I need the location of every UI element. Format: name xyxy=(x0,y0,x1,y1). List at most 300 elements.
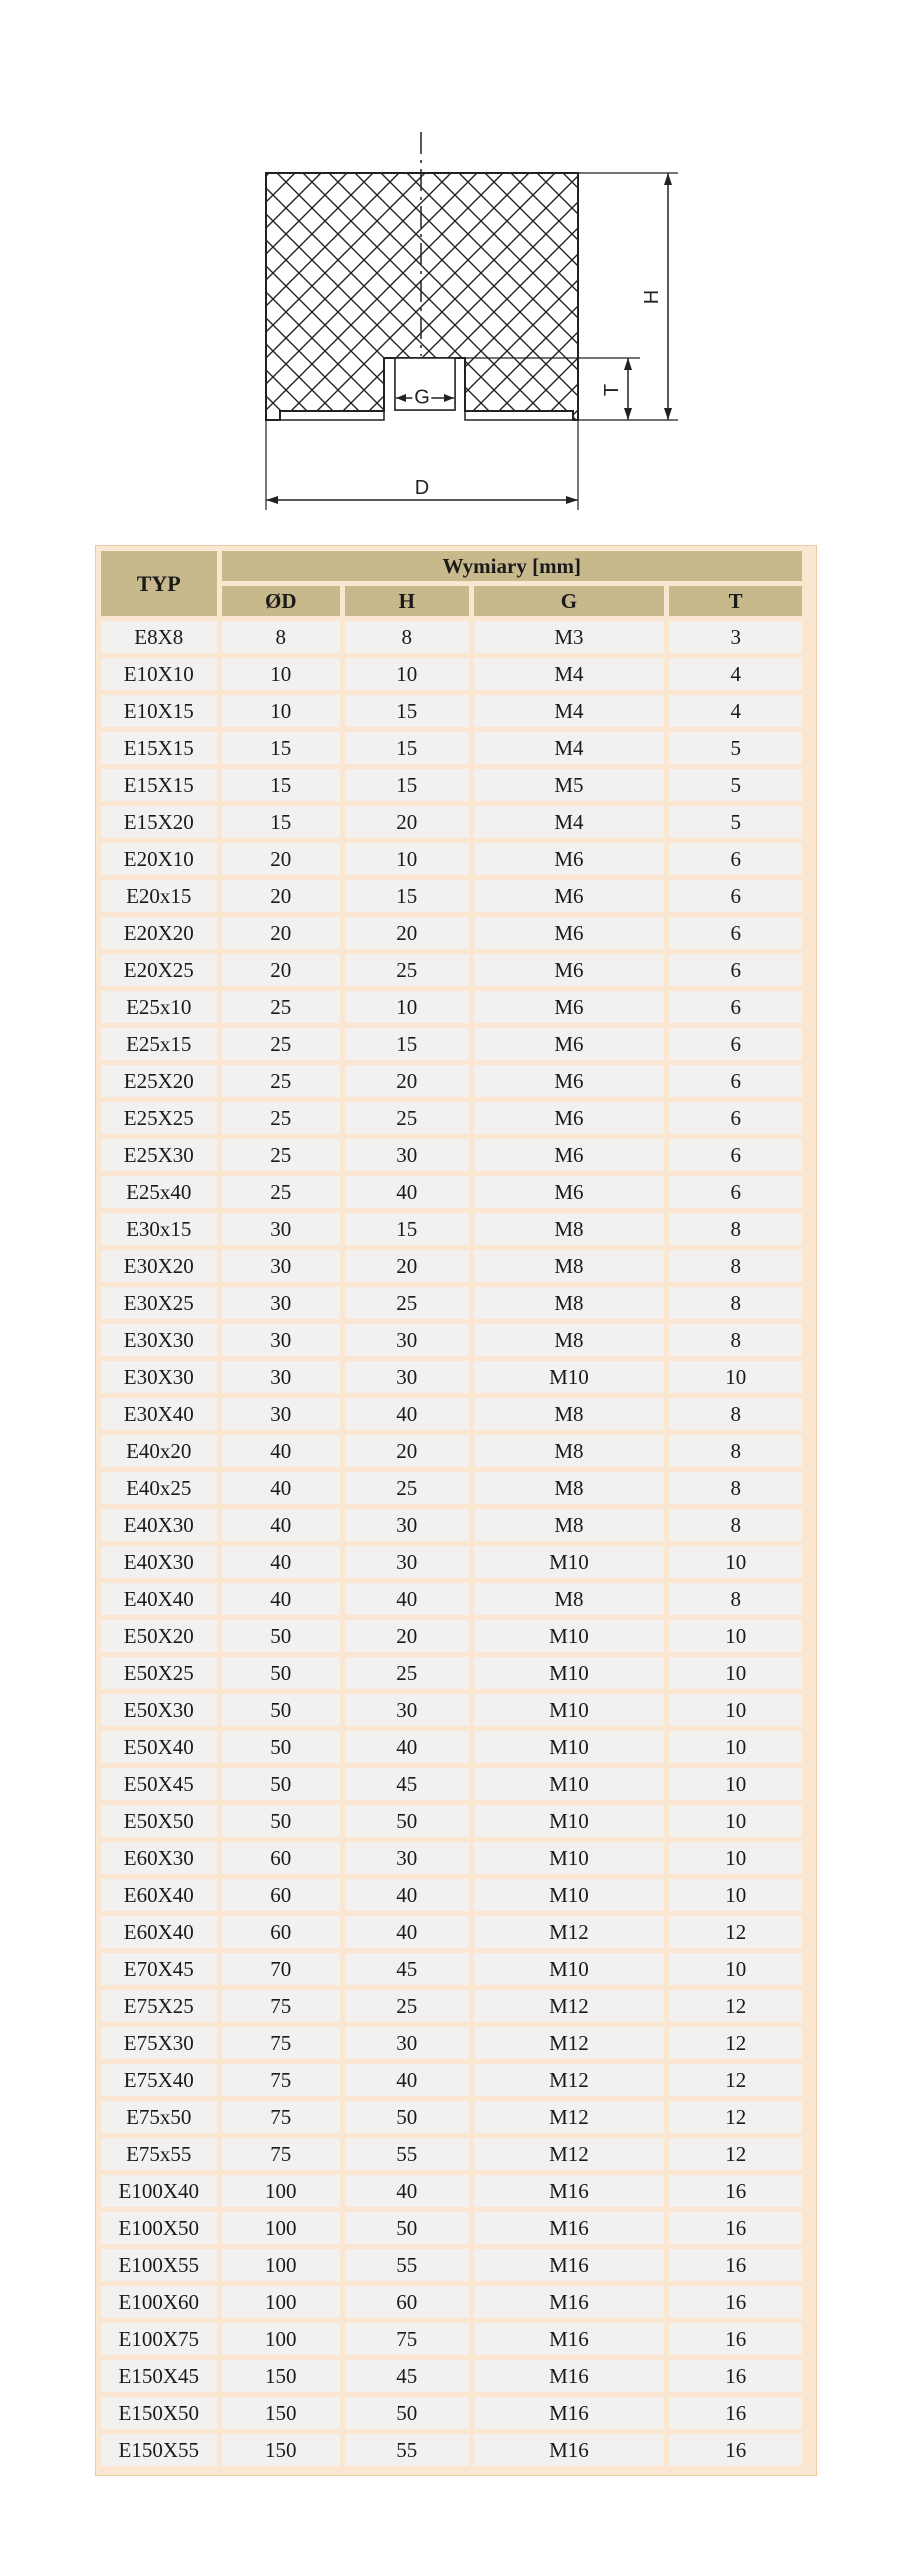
cell-typ: E30X25 xyxy=(101,1287,217,1319)
cell-thread: M6 xyxy=(474,1028,665,1060)
table-row xyxy=(101,1435,802,1467)
cell-typ: E20X20 xyxy=(101,917,217,949)
cell-height: 40 xyxy=(345,1916,469,1948)
cell-diameter: 150 xyxy=(222,2360,341,2392)
cell-diameter: 60 xyxy=(222,1916,341,1948)
cell-thread: M10 xyxy=(474,1879,665,1911)
cell-thread-depth: 6 xyxy=(669,1176,802,1208)
cell-diameter: 100 xyxy=(222,2212,341,2244)
table-row xyxy=(101,954,802,986)
cell-height: 20 xyxy=(345,1065,469,1097)
table-row xyxy=(101,1731,802,1763)
cell-diameter: 20 xyxy=(222,843,341,875)
table-row xyxy=(101,2175,802,2207)
cell-diameter: 10 xyxy=(222,695,341,727)
cell-height: 20 xyxy=(345,1620,469,1652)
cell-thread-depth: 6 xyxy=(669,954,802,986)
table-row xyxy=(101,1657,802,1689)
cell-height: 50 xyxy=(345,1805,469,1837)
cell-diameter: 75 xyxy=(222,2027,341,2059)
cell-typ: E50X30 xyxy=(101,1694,217,1726)
cell-typ: E60X40 xyxy=(101,1879,217,1911)
cell-thread: M16 xyxy=(474,2175,665,2207)
cell-thread: M16 xyxy=(474,2286,665,2318)
cell-typ: E100X55 xyxy=(101,2249,217,2281)
cell-thread-depth: 8 xyxy=(669,1213,802,1245)
cell-typ: E40X40 xyxy=(101,1583,217,1615)
cell-thread: M16 xyxy=(474,2434,665,2466)
cell-thread: M16 xyxy=(474,2323,665,2355)
cell-thread: M10 xyxy=(474,1657,665,1689)
cell-diameter: 75 xyxy=(222,2064,341,2096)
cell-typ: E25x40 xyxy=(101,1176,217,1208)
cell-typ: E100X50 xyxy=(101,2212,217,2244)
cell-thread-depth: 5 xyxy=(669,732,802,764)
cell-thread: M16 xyxy=(474,2360,665,2392)
cell-typ: E30x15 xyxy=(101,1213,217,1245)
cell-thread: M6 xyxy=(474,991,665,1023)
cell-height: 20 xyxy=(345,1435,469,1467)
cell-thread: M5 xyxy=(474,769,665,801)
cell-typ: E100X75 xyxy=(101,2323,217,2355)
cell-height: 40 xyxy=(345,1176,469,1208)
cell-thread-depth: 8 xyxy=(669,1324,802,1356)
cell-diameter: 30 xyxy=(222,1287,341,1319)
cell-diameter: 15 xyxy=(222,806,341,838)
cell-thread: M10 xyxy=(474,1953,665,1985)
cell-typ: E60X30 xyxy=(101,1842,217,1874)
table-row xyxy=(101,1990,802,2022)
cell-diameter: 100 xyxy=(222,2249,341,2281)
cell-height: 55 xyxy=(345,2249,469,2281)
cell-height: 60 xyxy=(345,2286,469,2318)
cell-thread: M10 xyxy=(474,1842,665,1874)
cell-diameter: 25 xyxy=(222,991,341,1023)
cell-height: 55 xyxy=(345,2434,469,2466)
cell-diameter: 30 xyxy=(222,1324,341,1356)
cell-typ: E25x10 xyxy=(101,991,217,1023)
table-row xyxy=(101,1509,802,1541)
cell-thread-depth: 12 xyxy=(669,2027,802,2059)
cell-diameter: 50 xyxy=(222,1657,341,1689)
cell-thread: M8 xyxy=(474,1398,665,1430)
cell-typ: E40x20 xyxy=(101,1435,217,1467)
cell-thread-depth: 10 xyxy=(669,1694,802,1726)
cell-thread: M12 xyxy=(474,2138,665,2170)
cell-thread: M4 xyxy=(474,695,665,727)
cell-thread: M12 xyxy=(474,1990,665,2022)
cell-thread: M6 xyxy=(474,1102,665,1134)
cell-diameter: 100 xyxy=(222,2323,341,2355)
cell-thread-depth: 6 xyxy=(669,1028,802,1060)
cell-height: 40 xyxy=(345,2064,469,2096)
cell-diameter: 50 xyxy=(222,1731,341,1763)
technical-drawing xyxy=(0,0,907,540)
cell-thread: M8 xyxy=(474,1472,665,1504)
cell-typ: E15X20 xyxy=(101,806,217,838)
cell-thread-depth: 6 xyxy=(669,843,802,875)
cell-diameter: 25 xyxy=(222,1065,341,1097)
cell-height: 55 xyxy=(345,2138,469,2170)
table-row xyxy=(101,1287,802,1319)
cell-height: 25 xyxy=(345,1287,469,1319)
cell-typ: E150X55 xyxy=(101,2434,217,2466)
cell-thread-depth: 16 xyxy=(669,2434,802,2466)
cell-typ: E30X30 xyxy=(101,1361,217,1393)
cell-thread: M4 xyxy=(474,658,665,690)
cell-height: 75 xyxy=(345,2323,469,2355)
cell-thread-depth: 4 xyxy=(669,695,802,727)
cell-typ: E30X20 xyxy=(101,1250,217,1282)
table-row xyxy=(101,2360,802,2392)
table-row xyxy=(101,1546,802,1578)
cell-thread: M8 xyxy=(474,1509,665,1541)
cell-thread-depth: 8 xyxy=(669,1398,802,1430)
cell-thread-depth: 5 xyxy=(669,806,802,838)
table-row xyxy=(101,1953,802,1985)
table-row xyxy=(101,1583,802,1615)
cell-height: 40 xyxy=(345,1731,469,1763)
table-row xyxy=(101,2101,802,2133)
header-thread: G xyxy=(474,586,665,616)
cell-height: 30 xyxy=(345,1694,469,1726)
table-row xyxy=(101,1916,802,1948)
cell-height: 15 xyxy=(345,732,469,764)
cell-typ: E75x50 xyxy=(101,2101,217,2133)
cell-thread: M6 xyxy=(474,843,665,875)
cell-thread: M4 xyxy=(474,732,665,764)
cell-thread-depth: 12 xyxy=(669,2138,802,2170)
table-row xyxy=(101,2323,802,2355)
cell-diameter: 150 xyxy=(222,2397,341,2429)
cell-typ: E50X45 xyxy=(101,1768,217,1800)
cell-typ: E75X25 xyxy=(101,1990,217,2022)
cell-typ: E40X30 xyxy=(101,1546,217,1578)
cell-height: 25 xyxy=(345,1472,469,1504)
cell-height: 25 xyxy=(345,1102,469,1134)
cell-thread-depth: 6 xyxy=(669,1139,802,1171)
cell-thread: M8 xyxy=(474,1583,665,1615)
cell-thread-depth: 16 xyxy=(669,2175,802,2207)
cell-typ: E50X50 xyxy=(101,1805,217,1837)
table-row xyxy=(101,769,802,801)
cell-thread-depth: 10 xyxy=(669,1361,802,1393)
table-row xyxy=(101,1805,802,1837)
d-label: D xyxy=(414,477,430,499)
table-body xyxy=(101,621,802,2466)
cell-diameter: 75 xyxy=(222,1990,341,2022)
cell-thread: M8 xyxy=(474,1287,665,1319)
cell-typ: E70X45 xyxy=(101,1953,217,1985)
cell-thread-depth: 10 xyxy=(669,1842,802,1874)
cell-diameter: 40 xyxy=(222,1435,341,1467)
cell-thread: M3 xyxy=(474,621,665,653)
cell-diameter: 8 xyxy=(222,621,341,653)
table-row xyxy=(101,1879,802,1911)
cell-thread-depth: 10 xyxy=(669,1953,802,1985)
cell-height: 25 xyxy=(345,954,469,986)
cell-diameter: 50 xyxy=(222,1768,341,1800)
cell-typ: E100X40 xyxy=(101,2175,217,2207)
cell-height: 40 xyxy=(345,1879,469,1911)
cell-thread: M8 xyxy=(474,1250,665,1282)
cell-thread: M6 xyxy=(474,1176,665,1208)
table-row xyxy=(101,806,802,838)
cell-thread: M10 xyxy=(474,1620,665,1652)
cell-height: 30 xyxy=(345,1139,469,1171)
cell-thread-depth: 10 xyxy=(669,1805,802,1837)
cell-thread-depth: 6 xyxy=(669,917,802,949)
cell-height: 30 xyxy=(345,1842,469,1874)
cell-thread: M6 xyxy=(474,1139,665,1171)
cell-typ: E50X20 xyxy=(101,1620,217,1652)
cell-height: 15 xyxy=(345,695,469,727)
cell-typ: E10X15 xyxy=(101,695,217,727)
cell-diameter: 25 xyxy=(222,1028,341,1060)
cell-typ: E25X30 xyxy=(101,1139,217,1171)
cell-typ: E15X15 xyxy=(101,769,217,801)
cell-thread-depth: 6 xyxy=(669,880,802,912)
table-row xyxy=(101,2027,802,2059)
cell-thread: M16 xyxy=(474,2249,665,2281)
cell-height: 8 xyxy=(345,621,469,653)
mount-cross-section-svg xyxy=(0,0,907,540)
cell-height: 15 xyxy=(345,1028,469,1060)
cell-thread-depth: 12 xyxy=(669,2064,802,2096)
cell-diameter: 20 xyxy=(222,917,341,949)
table-row xyxy=(101,843,802,875)
cell-diameter: 60 xyxy=(222,1842,341,1874)
cell-height: 30 xyxy=(345,1509,469,1541)
cell-typ: E20X25 xyxy=(101,954,217,986)
table-row xyxy=(101,1768,802,1800)
cell-typ: E150X50 xyxy=(101,2397,217,2429)
cell-diameter: 150 xyxy=(222,2434,341,2466)
cell-thread: M6 xyxy=(474,954,665,986)
dimensions-table-container xyxy=(95,545,817,2476)
cell-diameter: 50 xyxy=(222,1694,341,1726)
cell-diameter: 60 xyxy=(222,1879,341,1911)
cell-typ: E10X10 xyxy=(101,658,217,690)
cell-height: 30 xyxy=(345,1546,469,1578)
cell-height: 40 xyxy=(345,1398,469,1430)
cell-typ: E75X30 xyxy=(101,2027,217,2059)
cell-typ: E50X40 xyxy=(101,1731,217,1763)
table-row xyxy=(101,658,802,690)
cell-height: 50 xyxy=(345,2212,469,2244)
dimensions-table xyxy=(96,546,807,2471)
table-row xyxy=(101,1250,802,1282)
table-row xyxy=(101,1620,802,1652)
cell-height: 20 xyxy=(345,806,469,838)
cell-thread-depth: 10 xyxy=(669,1731,802,1763)
cell-typ: E100X60 xyxy=(101,2286,217,2318)
table-row xyxy=(101,1842,802,1874)
table-row xyxy=(101,621,802,653)
table-row xyxy=(101,1694,802,1726)
cell-thread-depth: 8 xyxy=(669,1435,802,1467)
cell-typ: E50X25 xyxy=(101,1657,217,1689)
header-diameter: ØD xyxy=(222,586,341,616)
cell-diameter: 40 xyxy=(222,1583,341,1615)
cell-thread-depth: 8 xyxy=(669,1287,802,1319)
cell-thread-depth: 10 xyxy=(669,1620,802,1652)
header-thread-depth: T xyxy=(669,586,802,616)
table-row xyxy=(101,1213,802,1245)
table-row xyxy=(101,1028,802,1060)
cell-thread-depth: 12 xyxy=(669,2101,802,2133)
cell-diameter: 20 xyxy=(222,880,341,912)
cell-thread-depth: 16 xyxy=(669,2286,802,2318)
cell-thread-depth: 6 xyxy=(669,1102,802,1134)
cell-height: 40 xyxy=(345,2175,469,2207)
table-row xyxy=(101,1102,802,1134)
table-row xyxy=(101,1324,802,1356)
cell-thread-depth: 10 xyxy=(669,1546,802,1578)
g-label: G xyxy=(414,386,430,409)
cell-diameter: 50 xyxy=(222,1620,341,1652)
cell-thread-depth: 8 xyxy=(669,1250,802,1282)
cell-height: 15 xyxy=(345,880,469,912)
cell-typ: E20X10 xyxy=(101,843,217,875)
cell-thread: M12 xyxy=(474,2064,665,2096)
cell-height: 45 xyxy=(345,1768,469,1800)
header-dimensions-group: Wymiary [mm] xyxy=(222,551,803,581)
cell-height: 10 xyxy=(345,658,469,690)
cell-diameter: 30 xyxy=(222,1361,341,1393)
cell-thread: M8 xyxy=(474,1324,665,1356)
cell-thread: M6 xyxy=(474,880,665,912)
cell-diameter: 10 xyxy=(222,658,341,690)
cell-typ: E8X8 xyxy=(101,621,217,653)
cell-thread-depth: 3 xyxy=(669,621,802,653)
cell-typ: E20x15 xyxy=(101,880,217,912)
cell-diameter: 40 xyxy=(222,1472,341,1504)
cell-height: 10 xyxy=(345,991,469,1023)
cell-thread: M10 xyxy=(474,1805,665,1837)
cell-diameter: 100 xyxy=(222,2175,341,2207)
cell-typ: E40X30 xyxy=(101,1509,217,1541)
cell-typ: E30X40 xyxy=(101,1398,217,1430)
cell-diameter: 30 xyxy=(222,1398,341,1430)
cell-height: 10 xyxy=(345,843,469,875)
cell-diameter: 20 xyxy=(222,954,341,986)
cell-diameter: 40 xyxy=(222,1546,341,1578)
cell-thread: M10 xyxy=(474,1731,665,1763)
cell-thread: M12 xyxy=(474,1916,665,1948)
cell-thread: M4 xyxy=(474,806,665,838)
table-row xyxy=(101,2138,802,2170)
cell-diameter: 15 xyxy=(222,732,341,764)
cell-thread-depth: 10 xyxy=(669,1768,802,1800)
cell-thread-depth: 6 xyxy=(669,991,802,1023)
cell-thread: M16 xyxy=(474,2212,665,2244)
table-row xyxy=(101,732,802,764)
cell-diameter: 25 xyxy=(222,1176,341,1208)
cell-thread: M10 xyxy=(474,1546,665,1578)
cell-typ: E25X20 xyxy=(101,1065,217,1097)
cell-thread-depth: 6 xyxy=(669,1065,802,1097)
cell-thread-depth: 5 xyxy=(669,769,802,801)
cell-height: 45 xyxy=(345,1953,469,1985)
cell-thread: M16 xyxy=(474,2397,665,2429)
cell-diameter: 100 xyxy=(222,2286,341,2318)
cell-thread-depth: 12 xyxy=(669,1916,802,1948)
cell-thread: M10 xyxy=(474,1768,665,1800)
cell-diameter: 75 xyxy=(222,2138,341,2170)
table-row xyxy=(101,991,802,1023)
cell-height: 50 xyxy=(345,2397,469,2429)
cell-thread-depth: 16 xyxy=(669,2323,802,2355)
table-row xyxy=(101,2286,802,2318)
t-label: T xyxy=(601,383,623,397)
table-row xyxy=(101,1065,802,1097)
table-row xyxy=(101,2064,802,2096)
table-row xyxy=(101,2434,802,2466)
cell-thread: M8 xyxy=(474,1213,665,1245)
cell-thread: M6 xyxy=(474,1065,665,1097)
cell-thread: M12 xyxy=(474,2027,665,2059)
cell-typ: E75X40 xyxy=(101,2064,217,2096)
table-row xyxy=(101,917,802,949)
table-row xyxy=(101,1472,802,1504)
cell-typ: E25X25 xyxy=(101,1102,217,1134)
table-row xyxy=(101,2397,802,2429)
cell-diameter: 75 xyxy=(222,2101,341,2133)
cell-height: 30 xyxy=(345,1361,469,1393)
cell-thread-depth: 8 xyxy=(669,1472,802,1504)
cell-typ: E40x25 xyxy=(101,1472,217,1504)
cell-height: 25 xyxy=(345,1657,469,1689)
cell-height: 20 xyxy=(345,1250,469,1282)
cell-thread: M6 xyxy=(474,917,665,949)
cell-height: 30 xyxy=(345,2027,469,2059)
h-label: H xyxy=(641,289,663,305)
cell-height: 15 xyxy=(345,769,469,801)
cell-diameter: 30 xyxy=(222,1213,341,1245)
cell-typ: E60X40 xyxy=(101,1916,217,1948)
header-typ: TYP xyxy=(101,551,217,616)
table-row xyxy=(101,1139,802,1171)
cell-typ: E150X45 xyxy=(101,2360,217,2392)
table-row xyxy=(101,880,802,912)
cell-diameter: 25 xyxy=(222,1139,341,1171)
cell-diameter: 40 xyxy=(222,1509,341,1541)
cell-thread-depth: 16 xyxy=(669,2249,802,2281)
table-row xyxy=(101,2212,802,2244)
cell-thread-depth: 16 xyxy=(669,2212,802,2244)
cell-height: 45 xyxy=(345,2360,469,2392)
cell-thread: M10 xyxy=(474,1361,665,1393)
header-height: H xyxy=(345,586,469,616)
cell-thread-depth: 4 xyxy=(669,658,802,690)
cell-thread: M12 xyxy=(474,2101,665,2133)
cell-diameter: 70 xyxy=(222,1953,341,1985)
cell-thread-depth: 12 xyxy=(669,1990,802,2022)
cell-diameter: 25 xyxy=(222,1102,341,1134)
cell-thread-depth: 8 xyxy=(669,1583,802,1615)
cell-thread-depth: 16 xyxy=(669,2360,802,2392)
table-row xyxy=(101,1176,802,1208)
cell-thread-depth: 10 xyxy=(669,1657,802,1689)
cell-typ: E15X15 xyxy=(101,732,217,764)
cell-typ: E75x55 xyxy=(101,2138,217,2170)
cell-thread-depth: 10 xyxy=(669,1879,802,1911)
cell-typ: E25x15 xyxy=(101,1028,217,1060)
cell-height: 40 xyxy=(345,1583,469,1615)
cell-height: 20 xyxy=(345,917,469,949)
table-row xyxy=(101,2249,802,2281)
